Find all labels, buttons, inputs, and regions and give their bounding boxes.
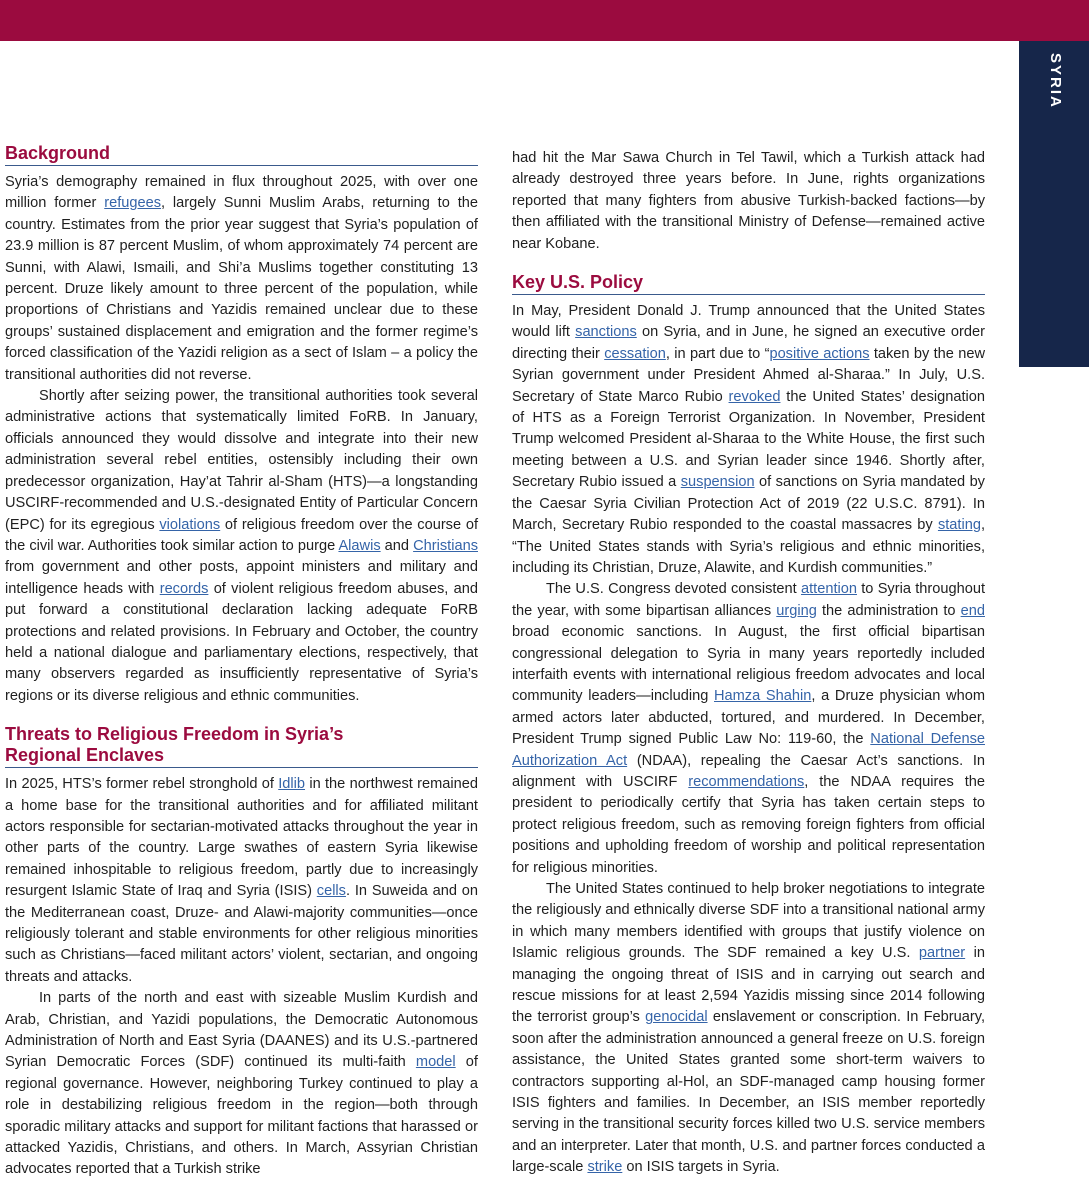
link-attention[interactable]: attention — [800, 581, 857, 598]
threats-heading-line2: Regional Enclaves — [5, 745, 165, 766]
link-stating[interactable]: stating — [937, 517, 981, 534]
policy-paragraph-2: The U.S. Congress devoted consistent attention to Syria throughout the year, with some bipartisan alliances urging the administration to end broad economic sanctions. In August, the first official bipartisan congressional delegation to Syria in many years reportedly included interfaith events with international religious freedom advocates and local community leaders—including Hamza Shahin, a Druze physician whom armed actors later abducted, tortured, and murdered. In December, President Trump signed Public Law No: 119-60, the National Defense Authorization Act (NDAA), repealing the Caesar Act’s sanctions. In alignment with USCIRF recommendations, the NDAA requires the president to periodically certify that Syria has taken certain steps to protect religious freedom, such as removing foreign fighters from official positions and upholding freedom of worship and political representation for religious minorities. — [512, 581, 986, 876]
link-revoked[interactable]: revoked — [728, 388, 781, 405]
link-cessation[interactable]: cessation — [604, 345, 666, 362]
link-partner[interactable]: partner — [918, 945, 966, 962]
policy-heading: Key U.S. Policy — [512, 272, 985, 295]
continuation-paragraph: had hit the Mar Sawa Church in Tel Tawil, which a Turkish attack had already destroyed three years before. In June, rights organizations reported that many fighters from abusive Turkish-backed factions—by then affiliated with the transitional Ministry of Defense—remained active near Kobane. — [512, 150, 985, 252]
background-paragraph-1: Syria’s demography remained in flux throughout 2025, with over one million former refugees, largely Sunni Muslim Arabs, returning to the country. Estimates from the prior year suggest that Syria’s population of 23.9 million is 87 percent Muslim, of whom approximately 74 percent are Sunni, with Alawi, Ismaili, and Shi’a Muslims together constituting 13 percent. Druze likely amount to three percent of the population, while proportions of Christians and Yazidis remained unclear due to these groups’ sustained displacement and emigration and the former regime’s forced classification of the Yazidi religion as a sect of Islam – a policy the transitional authorities did not reverse. — [5, 174, 478, 383]
link-cells[interactable]: cells — [316, 883, 346, 900]
left-column — [5, 143, 478, 1198]
link-christians[interactable]: Christians — [413, 537, 478, 554]
threats-heading — [5, 724, 478, 768]
top-banner — [0, 0, 1089, 41]
continuation-section — [512, 148, 985, 255]
policy-section — [512, 272, 985, 1179]
link-hamza-shahin[interactable]: Hamza Shahin — [714, 688, 812, 705]
link-model[interactable]: model — [415, 1054, 456, 1071]
link-alawis[interactable]: Alawis — [338, 537, 381, 554]
background-paragraph-2: Shortly after seizing power, the transitional authorities took several administrative actions that systematically limited FoRB. In January, officials announced they would dissolve and integrate into their new administration several rebel entities, ostensibly including their own predecessor organization, Hay’at Tahrir al-Sham (HTS)—a longstanding USCIRF-recommended and U.S.-designated Entity of Particular Concern (EPC) for its egregious violations of religious freedom over the course of the civil war. Authorities took similar action to purge Alawis and Christians from government and other posts, appoint ministers and military and intelligence heads with records of violent religious freedom abuses, and put forward a constitutional declaration lacking adequate FoRB protections and related provisions. In February and October, the country held a national dialogue and parliamentary elections, respectively, that many observers regarded as insufficiently representative of Syria’s regions or its diverse religious and ethnic communities. — [5, 388, 478, 704]
link-urging[interactable]: urging — [776, 602, 817, 619]
link-strike[interactable]: strike — [587, 1159, 623, 1176]
side-tab-label: SYRIA — [1047, 53, 1064, 109]
threats-section — [5, 724, 478, 1181]
link-end[interactable]: end — [960, 602, 985, 619]
link-recommendations[interactable]: recommendations — [688, 773, 805, 790]
background-heading: Background — [5, 143, 478, 166]
policy-paragraph-1: In May, President Donald J. Trump announced that the United States would lift sanctions on Syria, and in June, he signed an executive order directing their cessation, in part due to “positive actions taken by the new Syrian government under President Ahmed al-Sharaa.” In July, U.S. Secretary of State Marco Rubio revoked the United States’ designation of HTS as a Foreign Terrorist Organization. In November, President Trump welcomed President al-Sharaa to the White House, the first such meeting between a U.S. and Syrian leader since 1946. Shortly after, Secretary Rubio issued a suspension of sanctions on Syria mandated by the Caesar Syria Civilian Protection Act of 2019 (22 U.S.C. 8791). In March, Secretary Rubio responded to the coastal massacres by stating, “The United States stands with Syria’s religious and ethnic minorities, including its Christian, Druze, Alawite, and Kurdish communities.” — [512, 303, 985, 576]
threats-paragraph-2: In parts of the north and east with sizeable Muslim Kurdish and Arab, Christian, and Yazidi populations, the Democratic Autonomous Administration of North and East Syria (DAANES) and its U.S.-partnered Syrian Democratic Forces (SDF) continued its multi-faith model of regional governance. However, neighboring Turkey continued to play a role in destabilizing religious freedom in the region—both through sporadic military attacks and support for militant factions that harassed or attacked Yazidis, Christians, and others. In March, Assyrian Christian advocates reported that a Turkish strike — [5, 990, 478, 1178]
threats-heading-line1: Threats to Religious Freedom in Syria’s — [5, 724, 344, 745]
right-column — [512, 148, 985, 1196]
background-section — [5, 143, 478, 707]
threats-paragraph-1: In 2025, HTS’s former rebel stronghold of Idlib in the northwest remained a home base for the transitional authorities and for affiliated militant actors responsible for sectarian-motivated attacks throughout the year in other parts of the country. Large swathes of eastern Syria likewise remained inhospitable to religious freedom, partly due to increasingly resurgent Islamic State of Iraq and Syria (ISIS) cells. In Suweida and on the Mediterranean coast, Druze- and Alawi-majority communities—once religiously tolerant and stable environments for other religious minorities such as Christians—faced militant actors’ violent, sectarian, and ongoing threats and attacks. — [5, 776, 478, 985]
link-suspension[interactable]: suspension — [680, 474, 755, 491]
link-sanctions[interactable]: sanctions — [575, 324, 637, 341]
link-violations[interactable]: violations — [159, 516, 221, 533]
link-refugees[interactable]: refugees — [104, 195, 162, 212]
link-idlib[interactable]: Idlib — [278, 776, 306, 793]
link-genocidal[interactable]: genocidal — [645, 1009, 708, 1026]
link-positive-actions[interactable]: positive actions — [769, 345, 870, 362]
link-records[interactable]: records — [159, 580, 209, 597]
section-side-tab[interactable] — [1019, 41, 1089, 367]
link-national-defense-authorization-act[interactable]: National Defense Authorization Act — [512, 731, 985, 769]
policy-paragraph-3: The United States continued to help broker negotiations to integrate the religiously and ethnically diverse SDF into a transitional national army in which many members identified with groups that justify violence on Islamic religious grounds. The SDF remained a key U.S. partner in managing the ongoing threat of ISIS and in carrying out search and rescue missions for at least 2,594 Yazidis missing since 2014 following the terrorist group’s genocidal enslavement or conscription. In February, soon after the administration announced a general freeze on U.S. foreign assistance, the United States granted some short-term waivers to contractors supporting al-Hol, an SDF-managed camp housing former ISIS fighters and families. In December, an ISIS member reportedly serving in the transitional security forces killed two U.S. service members and an interpreter. Later that month, U.S. and partner forces conducted a large-scale strike on ISIS targets in Syria. — [512, 881, 985, 1176]
